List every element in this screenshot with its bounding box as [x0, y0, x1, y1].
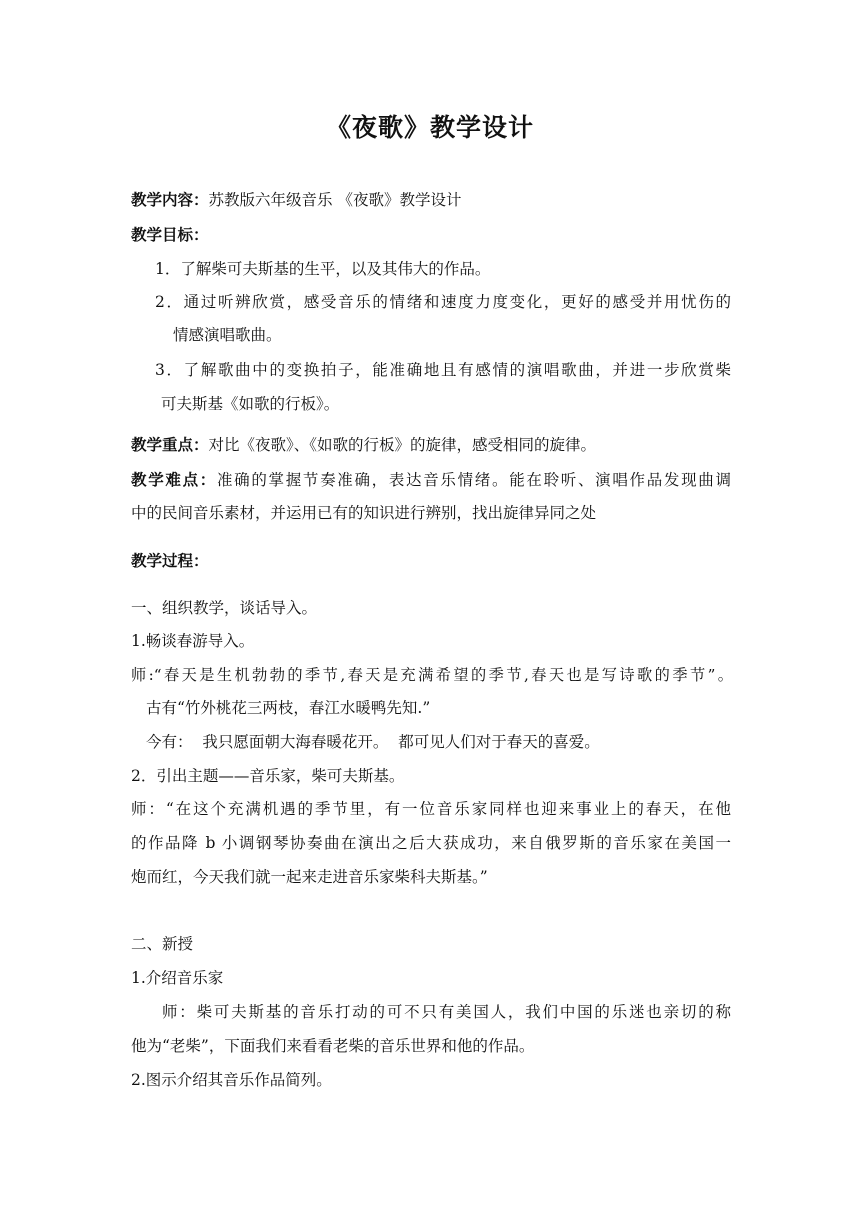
section-2-teacher-line-2: 他为“老柴”，下面我们来看看老柴的音乐世界和他的作品。 — [131, 1037, 535, 1055]
section-1-teacher2-line-2: 的作品降 b 小调钢琴协奏曲在演出之后大获成功，来自俄罗斯的音乐家在美国一 — [131, 834, 731, 852]
section-2-item-2: 2.图示介绍其音乐作品简列。 — [131, 1071, 332, 1089]
goal-3-line-1: 3．了解歌曲中的变换拍子，能准确地且有感情的演唱歌曲，并进一步欣赏柴 — [155, 361, 731, 379]
section-2-item-1: 1.介绍音乐家 — [131, 969, 224, 987]
teaching-content-line — [131, 189, 461, 211]
goal-2-line-1: 2．通过听辨欣赏，感受音乐的情绪和速度力度变化，更好的感受并用忧伤的 — [155, 293, 731, 311]
difficulty-text-1: 准确的掌握节奏准确，表达音乐情绪。能在聆听、演唱作品发现曲调 — [216, 471, 731, 489]
section-1-teacher-line-1: 师:“春天是生机勃勃的季节,春天是充满希望的季节,春天也是写诗歌的季节”。 — [131, 666, 733, 684]
goal-2-line-2: 情感演唱歌曲。 — [173, 326, 282, 344]
section-1-poem-2: 今有： 我只愿面朝大海春暖花开。 都可见人们对于春天的喜爱。 — [146, 733, 600, 751]
key-point-text: 对比《夜歌》、《如歌的行板》的旋律，感受相同的旋律。 — [208, 436, 597, 454]
goal-1: 1．了解柴可夫斯基的生平，以及其伟大的作品。 — [155, 260, 491, 278]
goal-3-line-2: 可夫斯基《如歌的行板》。 — [161, 395, 340, 413]
teaching-goals-label: 教学目标： — [131, 226, 209, 244]
section-2-heading: 二、新授 — [131, 935, 194, 953]
teaching-content-label: 教学内容： — [131, 191, 209, 209]
section-1-teacher2-line-3: 炮而红，今天我们就一起来走进音乐家柴科夫斯基。” — [131, 868, 488, 886]
teaching-content-text: 苏教版六年级音乐 《夜歌》教学设计 — [208, 191, 462, 209]
section-2-teacher-line-1: 师：柴可夫斯基的音乐打动的可不只有美国人，我们中国的乐迷也亲切的称 — [162, 1003, 731, 1021]
section-1-item-1: 1.畅谈春游导入。 — [131, 632, 255, 650]
difficulty-line-1 — [131, 469, 731, 491]
key-point-line — [131, 434, 596, 456]
section-1-heading: 一、组织教学，谈话导入。 — [131, 599, 318, 617]
section-1-poem-1: 古有“竹外桃花三两枝，春江水暖鸭先知.” — [146, 699, 431, 717]
difficulty-line-2: 中的民间音乐素材，并运用已有的知识进行辨别，找出旋律异同之处 — [131, 504, 597, 522]
process-label: 教学过程： — [131, 552, 209, 570]
section-1-item-2: 2．引出主题——音乐家，柴可夫斯基。 — [131, 767, 405, 785]
page-title: 《夜歌》教学设计 — [325, 113, 534, 142]
difficulty-label: 教学难点： — [131, 471, 217, 489]
key-point-label: 教学重点： — [131, 436, 209, 454]
section-1-teacher2-line-1: 师：“在这个充满机遇的季节里，有一位音乐家同样也迎来事业上的春天，在他 — [131, 800, 731, 818]
